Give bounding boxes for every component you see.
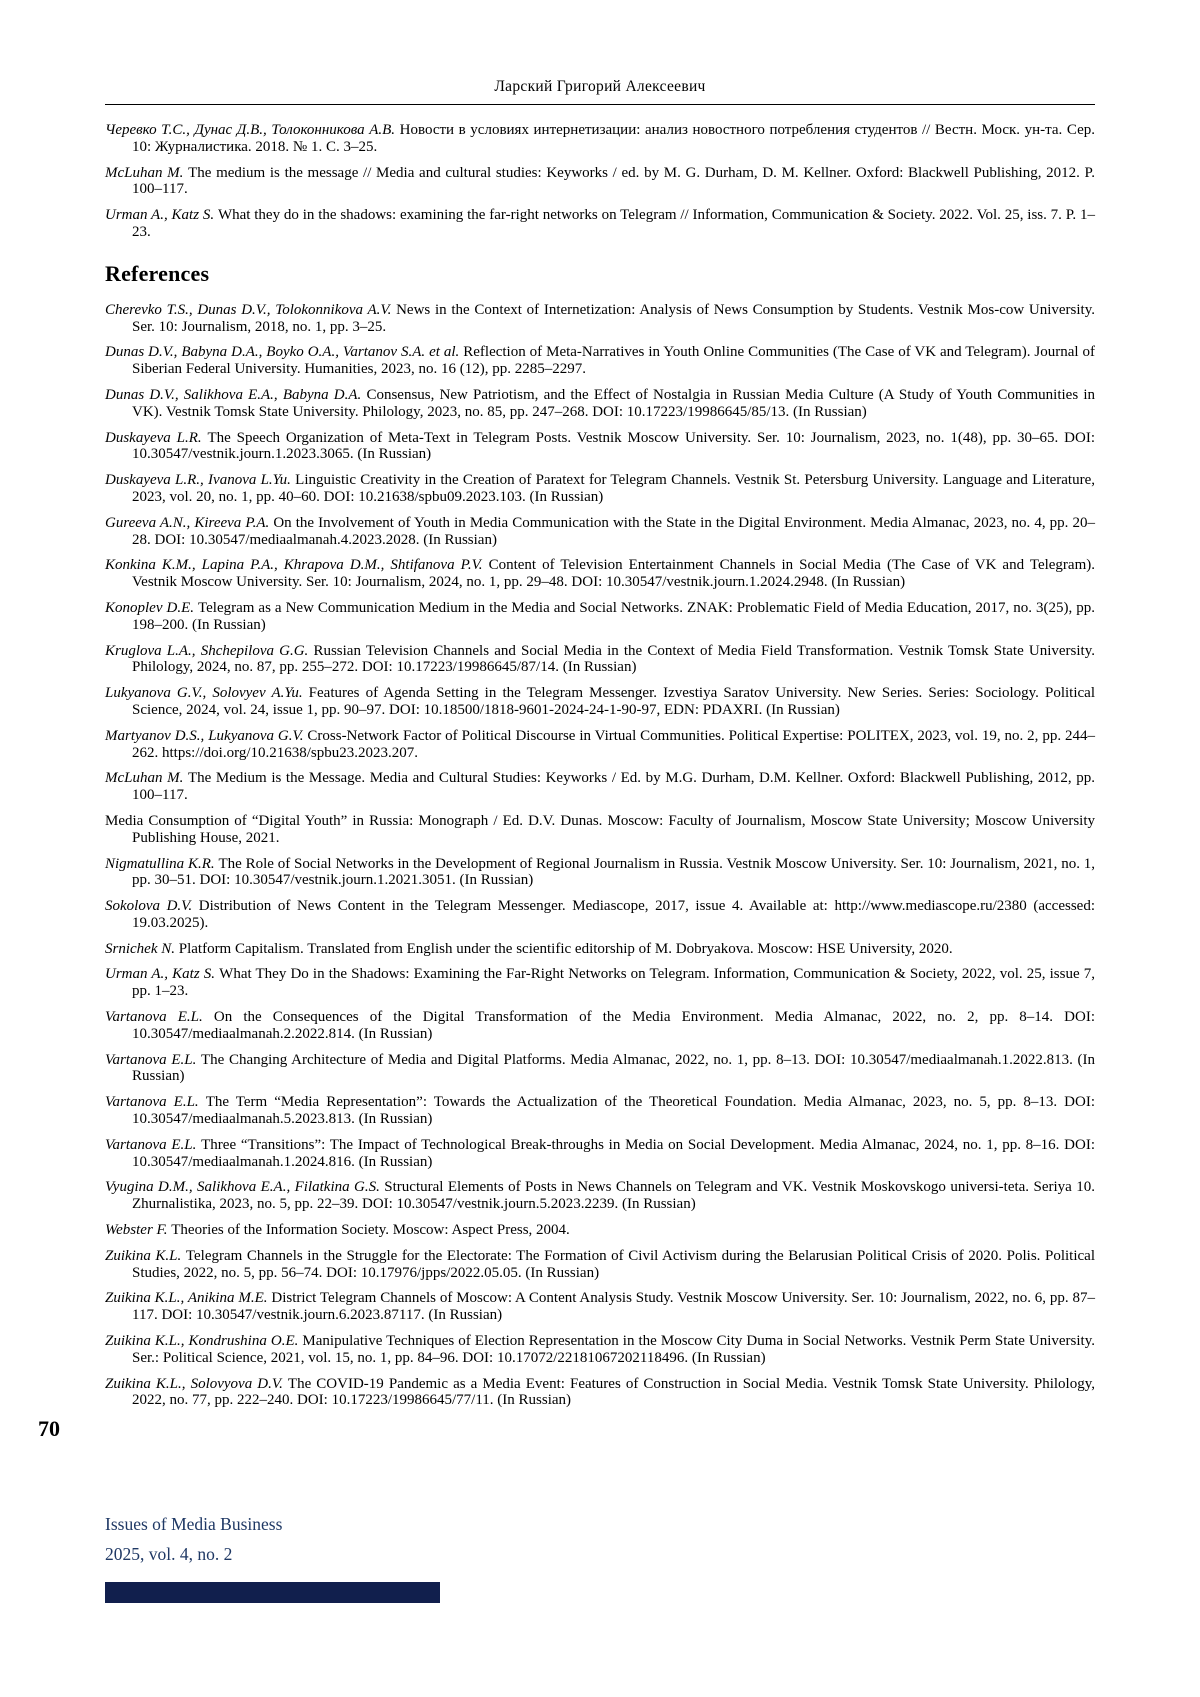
footer-journal-title: Issues of Media Business	[105, 1514, 283, 1534]
reference-authors: Vartanova E.L.	[105, 1094, 206, 1111]
reference-authors: Dunas D.V., Babyna D.A., Boyko O.A., Vartanov S.A. et al.	[105, 344, 464, 361]
reference-authors: Urman A., Katz S.	[105, 207, 218, 224]
reference-item	[105, 302, 1095, 336]
reference-text: Distribution of News Content in the Telegram Messenger. Mediascope, 2017, issue 4. Available at: http://www.mediascope.ru/2380 (accessed: 19.03.2025).	[132, 898, 1096, 931]
reference-item	[105, 1137, 1095, 1171]
reference-authors: McLuhan M.	[105, 164, 189, 181]
reference-authors: Vyugina D.M., Salikhova E.A., Filatkina G.S.	[105, 1179, 385, 1196]
reference-authors: Dunas D.V., Salikhova E.A., Babyna D.A.	[105, 386, 367, 403]
reference-text: Platform Capitalism. Translated from English under the scientific editorship of M. Dobryakova. Moscow: HSE University, 2020.	[178, 940, 953, 957]
reference-authors: Duskayeva L.R., Ivanova L.Yu.	[105, 472, 296, 489]
reference-authors: Черевко Т.С., Дунас Д.В., Толоконникова А.В.	[105, 122, 400, 138]
reference-authors: Webster F.	[105, 1222, 172, 1239]
reference-item	[105, 472, 1095, 506]
reference-authors: Zuikina K.L., Kondrushina O.E.	[105, 1333, 303, 1350]
reference-item	[105, 1052, 1095, 1086]
header-rule	[105, 104, 1095, 105]
reference-item	[105, 1290, 1095, 1324]
reference-authors: Urman A., Katz S.	[105, 966, 220, 983]
reference-text: The Speech Organization of Meta-Text in Telegram Posts. Vestnik Moscow University. Ser. 10: Journalism, 2023, no. 1(48), pp. 30–65. DOI: 10.30547/vestnik.journ.1.2023.3065. (In Russian)	[132, 429, 1095, 463]
reference-item	[105, 430, 1095, 464]
reference-item	[105, 515, 1095, 549]
reference-text: The medium is the message // Media and cultural studies: Keyworks / ed. by M. G. Durham, D. M. Kellner. Oxford: Blackwell Publishing, 2012. P. 100–117.	[132, 164, 1095, 198]
reference-text: Features of Agenda Setting in the Telegram Messenger. Izvestiya Saratov University. New Series. Series: Sociology. Political Science, 2024, vol. 24, issue 1, pp. 90–97. DOI: 10.18500/1818-9601-2024-24-1-90-97, EDN: PDAXRI. (In Russian)	[132, 685, 1095, 718]
reference-item	[105, 643, 1095, 677]
reference-item	[105, 966, 1095, 1000]
reference-item	[105, 1222, 1095, 1239]
reference-text: Consensus, New Patriotism, and the Effect of Nostalgia in Russian Media Culture (A Study of Youth Communities in VK). Vestnik Tomsk State University. Philology, 2023, no. 85, pp. 247–268. DOI: 10.17223/19986645/85/13. (In Russian)	[132, 386, 1095, 420]
reference-authors: Lukyanova G.V., Solovyev A.Yu.	[105, 685, 309, 702]
reference-text: Reflection of Meta-Narratives in Youth Online Communities (The Case of VK and Telegram). Journal of Siberian Federal University. Humanities, 2023, no. 16 (12), pp. 2285–2297.	[132, 344, 1096, 378]
reference-text: Content of Television Entertainment Channels in Social Media (The Case of VK and Telegram). Vestnik Moscow University. Ser. 10: Journalism, 2024, no. 1, pp. 29–48. DOI: 10.30547/vestnik.journ.1.2024.2948. (In Russian)	[132, 557, 1095, 591]
reference-item	[105, 600, 1095, 634]
running-head-author: Ларский Григорий Алексеевич	[494, 78, 706, 95]
footer-navy-bar	[105, 1582, 440, 1603]
reference-item	[105, 557, 1095, 591]
reference-authors: Sokolova D.V.	[105, 898, 199, 915]
reference-text: Новости в условиях интернетизации: анализ новостного потребления студентов // Вестн. Моск. ун-та. Сер. 10: Журналистика. 2018. № 1. С. 3–25.	[132, 122, 1095, 155]
references-list	[105, 302, 1095, 1409]
page-content	[105, 122, 1095, 1418]
footer-issue-info: 2025, vol. 4, no. 2	[105, 1543, 233, 1564]
reference-item	[105, 1248, 1095, 1282]
reference-item	[105, 344, 1095, 378]
reference-item	[105, 770, 1095, 804]
reference-item	[105, 728, 1095, 762]
reference-authors: Zuikina K.L.	[105, 1247, 186, 1264]
journal-footer	[105, 1510, 282, 1570]
reference-text: On the Involvement of Youth in Media Communication with the State in the Digital Environment. Media Almanac, 2023, no. 4, pp. 20–28. DOI: 10.30547/mediaalmanah.4.2023.2028. (In Russian)	[132, 514, 1095, 548]
reference-item	[105, 165, 1095, 199]
reference-item	[105, 941, 1095, 958]
reference-text: Structural Elements of Posts in News Channels on Telegram and VK. Vestnik Moskovskogo universi-teta. Seriya 10. Zhurnalistika, 2023, no. 5, pp. 22–39. DOI: 10.30547/vestnik.journ.5.2023.2239. (In Russian)	[132, 1179, 1095, 1213]
reference-authors: Gureeva A.N., Kireeva P.A.	[105, 514, 274, 531]
reference-text: Three “Transitions”: The Impact of Technological Break-throughs in Media on Social Development. Media Almanac, 2024, no. 1, pp. 8–16. DOI: 10.30547/mediaalmanah.1.2024.816. (In Russian)	[132, 1136, 1095, 1170]
reference-authors: Zuikina K.L., Solovyova D.V.	[105, 1375, 288, 1392]
reference-item	[105, 1333, 1095, 1367]
reference-text: Theories of the Information Society. Moscow: Aspect Press, 2004.	[171, 1222, 570, 1239]
reference-text: Media Consumption of “Digital Youth” in Russia: Monograph / Ed. D.V. Dunas. Moscow: Faculty of Journalism, Moscow State University; Moscow University Publishing House, 2021.	[105, 812, 1095, 846]
reference-text: Telegram Channels in the Struggle for the Electorate: The Formation of Civil Activism during the Belarusian Political Crisis of 2020. Polis. Political Studies, 2022, no. 5, pp. 56–74. DOI: 10.17976/jpps/2022.05.05. (In Russian)	[132, 1247, 1096, 1281]
reference-authors: Srnichek N.	[105, 940, 179, 957]
reference-text: Linguistic Creativity in the Creation of Paratext for Telegram Channels. Vestnik St. Petersburg University. Language and Literature, 2023, vol. 20, no. 1, pp. 40–60. DOI: 10.21638/spbu09.2023.103. (In Russian)	[132, 472, 1095, 505]
reference-authors: Nigmatullina K.R.	[105, 855, 219, 872]
reference-text: Telegram as a New Communication Medium in the Media and Social Networks. ZNAK: Problematic Field of Media Education, 2017, no. 3(25), pp. 198–200. (In Russian)	[132, 599, 1096, 633]
russian-references-list	[105, 122, 1095, 241]
reference-item	[105, 1009, 1095, 1043]
reference-item	[105, 813, 1095, 847]
reference-text: District Telegram Channels of Moscow: A Content Analysis Study. Vestnik Moscow University. Ser. 10: Journalism, 2022, no. 6, pp. 87–117. DOI: 10.30547/vestnik.journ.6.2023.87117. (In Russian)	[132, 1290, 1095, 1324]
reference-text: What they do in the shadows: examining the far-right networks on Telegram // Information, Communication & Society. 2022. Vol. 25, iss. 7. P. 1–23.	[132, 207, 1095, 240]
reference-text: Manipulative Techniques of Election Representation in the Moscow City Duma in Social Networks. Vestnik Perm State University. Ser.: Political Science, 2021, vol. 15, no. 1, pp. 84–96. DOI: 10.17072/22181067202118496. (In Russian)	[132, 1333, 1096, 1366]
reference-item	[105, 856, 1095, 890]
reference-item	[105, 387, 1095, 421]
references-heading: References	[105, 260, 210, 286]
reference-authors: Vartanova E.L.	[105, 1009, 214, 1026]
reference-item	[105, 1094, 1095, 1128]
reference-text: On the Consequences of the Digital Transformation of the Media Environment. Media Almanac, 2022, no. 2, pp. 8–14. DOI: 10.30547/mediaalmanah.2.2022.814. (In Russian)	[132, 1009, 1095, 1042]
reference-item	[105, 685, 1095, 719]
reference-text: News in the Context of Internetization: Analysis of News Consumption by Students. Vestnik Mos-cow University. Ser. 10: Journalism, 2018, no. 1, pp. 3–25.	[132, 301, 1096, 335]
reference-authors: Vartanova E.L.	[105, 1051, 201, 1068]
reference-authors: Duskayeva L.R.	[105, 429, 208, 446]
reference-authors: Zuikina K.L., Anikina M.E.	[105, 1290, 272, 1307]
reference-authors: Konoplev D.E.	[105, 599, 198, 616]
reference-authors: Konkina K.M., Lapina P.A., Khrapova D.M., Shtifanova P.V.	[105, 557, 489, 574]
reference-text: Cross-Network Factor of Political Discourse in Virtual Communities. Political Expertise: POLITEX, 2023, vol. 19, no. 2, pp. 244–262. https://doi.org/10.21638/spbu23.2023.207.	[132, 727, 1095, 761]
reference-item	[105, 122, 1095, 156]
reference-text: The COVID-19 Pandemic as a Media Event: Features of Construction in Social Media. Vestnik Tomsk State University. Philology, 2022, no. 77, pp. 222–240. DOI: 10.17223/19986645/77/11. (In Russian)	[132, 1375, 1095, 1409]
reference-text: Russian Television Channels and Social Media in the Context of Media Field Transformation. Vestnik Tomsk State University. Philology, 2024, no. 87, pp. 255–272. DOI: 10.17223/19986645/87/14. (In Russian)	[132, 642, 1095, 676]
page-number: 70	[38, 1416, 60, 1441]
reference-text: What They Do in the Shadows: Examining the Far-Right Networks on Telegram. Information, Communication & Society, 2022, vol. 25, issue 7, pp. 1–23.	[132, 966, 1095, 1000]
reference-authors: Vartanova E.L.	[105, 1136, 202, 1153]
reference-text: The Term “Media Representation”: Towards the Actualization of the Theoretical Foundation. Media Almanac, 2023, no. 5, pp. 8–13. DOI: 10.30547/mediaalmanah.5.2023.813. (In Russian)	[132, 1094, 1095, 1128]
reference-authors: Martyanov D.S., Lukyanova G.V.	[105, 727, 308, 744]
reference-authors: Cherevko T.S., Dunas D.V., Tolokonnikova A.V.	[105, 301, 397, 318]
reference-item	[105, 1376, 1095, 1410]
reference-text: The Changing Architecture of Media and Digital Platforms. Media Almanac, 2022, no. 1, pp. 8–13. DOI: 10.30547/mediaalmanah.1.2022.813. (In Russian)	[132, 1051, 1095, 1085]
reference-authors: McLuhan M.	[105, 770, 188, 787]
reference-text: The Medium is the Message. Media and Cultural Studies: Keyworks / Ed. by M.G. Durham, D.M. Kellner. Oxford: Blackwell Publishing, 2012, pp. 100–117.	[132, 770, 1095, 804]
reference-item	[105, 207, 1095, 241]
reference-text: The Role of Social Networks in the Development of Regional Journalism in Russia. Vestnik Moscow University. Ser. 10: Journalism, 2021, no. 1, pp. 30–51. DOI: 10.30547/vestnik.journ.1.2021.3051. (In Russian)	[132, 855, 1096, 889]
reference-authors: Kruglova L.A., Shchepilova G.G.	[105, 642, 314, 659]
reference-item	[105, 898, 1095, 932]
reference-item	[105, 1179, 1095, 1213]
